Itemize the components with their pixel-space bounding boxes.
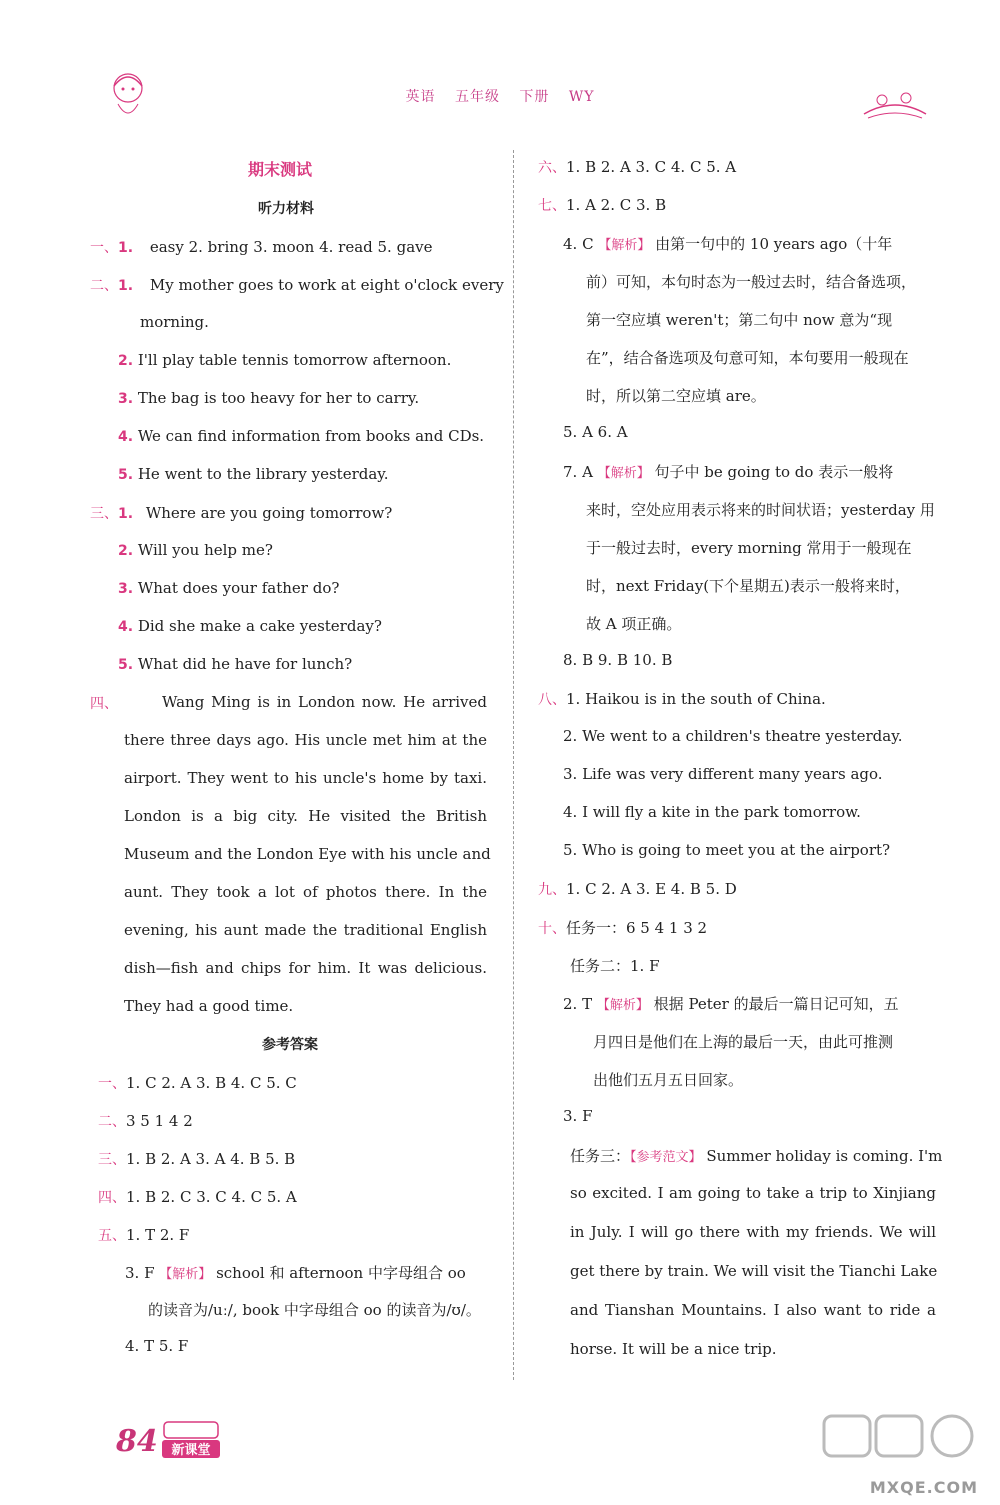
part-label: 三、 <box>90 506 118 522</box>
listening-part-1: 一、1. easy 2. bring 3. moon 4. read 5. gave <box>90 238 433 256</box>
part-label: 五、 <box>98 1228 126 1244</box>
answer-part-7 <box>538 195 666 215</box>
passage-line: evening, his aunt made the traditional English <box>124 921 487 939</box>
answer-part-4 <box>98 1187 297 1207</box>
column-divider <box>513 150 514 1380</box>
sentence: Did she make a cake yesterday? <box>137 617 382 635</box>
answer-part-6 <box>538 157 736 177</box>
task-1: 任务一：6 5 4 1 3 2 <box>566 919 708 937</box>
sentence: The bag is too heavy for her to carry. <box>137 389 420 407</box>
answer: 7. A <box>563 463 593 481</box>
part-label: 七、 <box>538 198 566 214</box>
essay-line: in July. I will go there with my friends. We will <box>570 1223 936 1241</box>
analysis-text: 故 A 项正确。 <box>586 615 682 633</box>
page-number: 84 <box>116 1424 158 1459</box>
part-content: 3 5 1 4 2 <box>126 1112 193 1130</box>
analysis-text: 于一般过去时，every morning 常用于一般现在 <box>586 539 912 557</box>
passage-line: there three days ago. His uncle met him at the <box>124 731 487 749</box>
analysis-text: 根据 Peter 的最后一篇日记可知，五 <box>653 995 899 1013</box>
answer-part-9 <box>538 879 737 899</box>
answer-part-10 <box>538 917 707 938</box>
answers-heading: 参考答案 <box>262 1037 318 1053</box>
part-content: 1. C 2. A 3. E 4. B 5. D <box>566 880 737 898</box>
part-label: 九、 <box>538 882 566 898</box>
part-label: 六、 <box>538 160 566 176</box>
essay-line: so excited. I am going to take a trip to Xinjiang <box>570 1184 936 1202</box>
analysis-text: 由第一句中的 10 years ago（十年 <box>655 235 893 253</box>
part-label: 二、 <box>90 278 118 294</box>
part-content: easy 2. bring 3. moon 4. read 5. gave <box>149 238 433 256</box>
part-label: 二、 <box>98 1114 126 1130</box>
analysis-text: 前）可知，本句时态为一般过去时，结合备选项， <box>586 273 917 291</box>
kids-illustration-icon <box>860 86 930 122</box>
answer-part-5-explanation <box>125 1262 466 1283</box>
part-content: 1. A 2. C 3. B <box>566 196 667 214</box>
listening-part-4-label <box>90 693 118 713</box>
essay-line: Summer holiday is coming. I'm <box>706 1147 943 1165</box>
essay-line: get there by train. We will visit the Tianchi Lake <box>570 1262 938 1280</box>
analysis-text: 的读音为/uː/, book 中字母组合 oo 的读音为/ʊ/。 <box>148 1301 481 1319</box>
sentence: 3. Life was very different many years ago. <box>563 765 883 783</box>
analysis-text: 第一空应填 weren't；第二句中 now 意为“现 <box>586 311 893 329</box>
listening-part-3-line-1: 三、1. Where are you going tomorrow? <box>90 504 393 522</box>
passage-line: airport. They went to his uncle's home by taxi. <box>124 769 487 787</box>
section-title: 期末测试 <box>248 160 313 179</box>
part-label: 八、 <box>538 692 566 708</box>
part-label: 一、 <box>90 240 118 256</box>
part-label: 四、 <box>90 696 118 712</box>
answer-part-1 <box>98 1073 297 1093</box>
model-essay-tag: 【参考范文】 <box>630 1150 702 1165</box>
running-header <box>0 86 1000 106</box>
answer-part-5 <box>98 1225 189 1245</box>
listening-part-3-line-3: 3. What does your father do? <box>118 579 340 597</box>
passage-line: They had a good time. <box>124 997 294 1015</box>
header-edition: WY <box>568 89 595 105</box>
analysis-text: 来时，空处应用表示将来的时间状语；yesterday 用 <box>586 501 935 519</box>
analysis-tag: 【解析】 <box>596 998 649 1013</box>
part-content: 1. B 2. A 3. C 4. C 5. A <box>566 158 737 176</box>
part-content: 1. B 2. C 3. C 4. C 5. A <box>126 1188 297 1206</box>
header-volume: 下册 <box>519 89 550 105</box>
part-label: 四、 <box>98 1190 126 1206</box>
sentence: 2. We went to a children's theatre yesterday. <box>563 727 903 745</box>
essay-line: horse. It will be a nice trip. <box>570 1340 777 1358</box>
answer-part-2 <box>98 1111 193 1131</box>
listening-heading: 听力材料 <box>258 201 314 217</box>
passage-line: Museum and the London Eye with his uncle and <box>124 845 491 863</box>
analysis-text: 时，所以第二空应填 are。 <box>586 387 766 405</box>
analysis-text: school 和 afternoon 中字母组合 oo <box>216 1264 466 1282</box>
part-content: 1. T 2. F <box>126 1226 190 1244</box>
listening-part-2-line-5: 5. He went to the library yesterday. <box>118 465 389 483</box>
sentence: We can find information from books and CDs. <box>137 427 485 445</box>
watermark-text: MXQE.COM <box>869 1478 978 1497</box>
task-3-label: 任务三： <box>570 1147 631 1165</box>
part-content: 1. B 2. A 3. A 4. B 5. B <box>126 1150 296 1168</box>
sentence: 5. Who is going to meet you at the airport? <box>563 841 891 859</box>
analysis-text: 时，next Friday(下个星期五)表示一般将来时， <box>586 577 910 595</box>
answer: 3. F <box>125 1264 155 1282</box>
part-label: 十、 <box>538 921 566 937</box>
analysis-text: 出他们五月五日回家。 <box>593 1071 744 1089</box>
q7-explanation <box>563 461 893 482</box>
sentence: I'll play table tennis tomorrow afternoon. <box>137 351 452 369</box>
passage-line: aunt. They took a lot of photos there. In the <box>124 883 487 901</box>
sentence: My mother goes to work at eight o'clock every <box>149 276 504 294</box>
analysis-tag: 【解析】 <box>598 238 651 253</box>
sentence: What did he have for lunch? <box>137 655 353 673</box>
sentence: What does your father do? <box>137 579 340 597</box>
publisher-logo-icon <box>160 1418 222 1460</box>
part-label: 一、 <box>98 1076 126 1092</box>
part-content: 8. B 9. B 10. B <box>563 651 673 669</box>
sentence: He went to the library yesterday. <box>137 465 389 483</box>
listening-part-3-line-5: 5. What did he have for lunch? <box>118 655 353 673</box>
part-content: 1. C 2. A 3. B 4. C 5. C <box>126 1074 297 1092</box>
listening-part-2-line-3: 3. The bag is too heavy for her to carry. <box>118 389 420 407</box>
sentence: Will you help me? <box>137 541 273 559</box>
sentence: 4. I will fly a kite in the park tomorrow. <box>563 803 861 821</box>
essay-line: and Tianshan Mountains. I also want to ride a <box>570 1301 936 1319</box>
analysis-tag: 【解析】 <box>159 1267 212 1282</box>
listening-part-3-line-2: 2. Will you help me? <box>118 541 273 559</box>
listening-part-2-line-2: 2. I'll play table tennis tomorrow afternoon. <box>118 351 452 369</box>
analysis-text: 月四日是他们在上海的最后一天，由此可推测 <box>593 1033 894 1051</box>
listening-part-2-line-4: 4. We can find information from books and CDs. <box>118 427 485 445</box>
part-content: 3. F <box>563 1107 593 1125</box>
passage-line: Wang Ming is in London now. He arrived <box>162 693 487 711</box>
listening-part-3-line-4: 4. Did she make a cake yesterday? <box>118 617 382 635</box>
header-grade: 五年级 <box>454 89 500 105</box>
header-subject: 英语 <box>405 89 436 105</box>
passage-line: dish—fish and chips for him. It was delicious. <box>124 959 487 977</box>
analysis-tag: 【解析】 <box>597 466 650 481</box>
analysis-text: 句子中 be going to do 表示一般将 <box>654 463 894 481</box>
part-label: 三、 <box>98 1152 126 1168</box>
task-2: 任务二：1. F <box>570 957 660 975</box>
sentence: Where are you going tomorrow? <box>145 504 393 522</box>
answer-part-3 <box>98 1149 295 1169</box>
answer: 4. C <box>563 235 594 253</box>
passage-line: London is a big city. He visited the British <box>124 807 487 825</box>
answer-part-8 <box>538 689 826 709</box>
logo-text: 新课堂 <box>171 1443 211 1458</box>
listening-part-2-line-1: 二、1. My mother goes to work at eight o'clock every <box>90 276 504 294</box>
task-3-essay <box>570 1145 942 1166</box>
part-content: 5. A 6. A <box>563 423 628 441</box>
sentence: 1. Haikou is in the south of China. <box>566 690 826 708</box>
answer: 2. T <box>563 995 593 1013</box>
part-content: 4. T 5. F <box>125 1337 189 1355</box>
analysis-text: 在”，结合备选项及句意可知，本句要用一般现在 <box>586 349 909 367</box>
sentence: morning. <box>140 313 209 331</box>
q4-explanation <box>563 233 892 254</box>
task-2-explanation <box>563 993 899 1014</box>
